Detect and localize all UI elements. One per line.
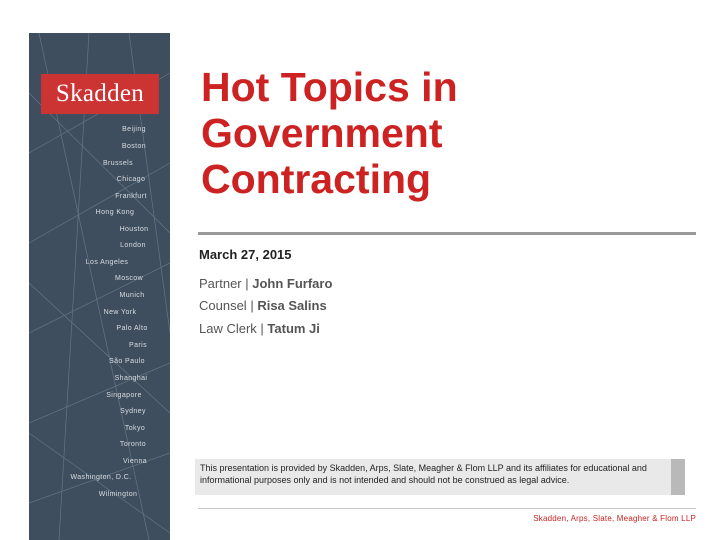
office-city: Sydney (120, 408, 146, 415)
office-city: Munich (119, 292, 145, 299)
office-city: Los Angeles (85, 259, 129, 266)
skadden-logo: Skadden (41, 74, 159, 114)
office-city: Brussels (102, 160, 134, 167)
office-city: Singapore (106, 392, 142, 399)
office-city: Houston (119, 226, 149, 233)
legal-disclaimer: This presentation is provided by Skadden, Arps, Slate, Meagher & Flom LLP and its affiliates for educational and informational purposes only and is not intended and should not be construed as legal advice. (195, 459, 685, 495)
office-city: New York (103, 309, 137, 316)
presenter-name: Tatum Ji (267, 321, 320, 336)
presenter-2: Counsel | Risa Salins (199, 298, 327, 313)
office-city: Shanghai (114, 375, 148, 382)
slide-title: Hot Topics in Government Contracting (201, 64, 458, 202)
office-city: Frankfurt (115, 193, 147, 200)
presenter-1: Partner | John Furfaro (199, 276, 333, 291)
footer-firm-name: Skadden, Arps, Slate, Meagher & Flom LLP (533, 514, 696, 523)
office-city: Washington, D.C. (70, 474, 132, 481)
office-city: Boston (121, 143, 147, 150)
presenter-role: Partner (199, 276, 242, 291)
footer-divider (198, 508, 696, 509)
office-city: Toronto (119, 441, 147, 448)
title-divider (198, 232, 696, 235)
presenter-role: Law Clerk (199, 321, 257, 336)
office-city: Tokyo (124, 425, 146, 432)
office-city: Hong Kong (95, 209, 135, 216)
office-city: London (120, 242, 146, 249)
presenter-3: Law Clerk | Tatum Ji (199, 321, 320, 336)
office-city: Beijing (122, 126, 146, 133)
office-city: Chicago (116, 176, 146, 183)
presentation-date: March 27, 2015 (199, 247, 292, 262)
presenter-name: John Furfaro (252, 276, 333, 291)
office-city: São Paulo (109, 358, 145, 365)
office-city: Vienna (122, 458, 148, 465)
office-city: Wilmington (98, 491, 138, 498)
office-city: Paris (129, 342, 147, 349)
presenter-role: Counsel (199, 298, 247, 313)
presenter-name: Risa Salins (257, 298, 327, 313)
office-city: Moscow (114, 275, 144, 282)
office-city: Palo Alto (116, 325, 148, 332)
sidebar-panel (29, 33, 170, 540)
